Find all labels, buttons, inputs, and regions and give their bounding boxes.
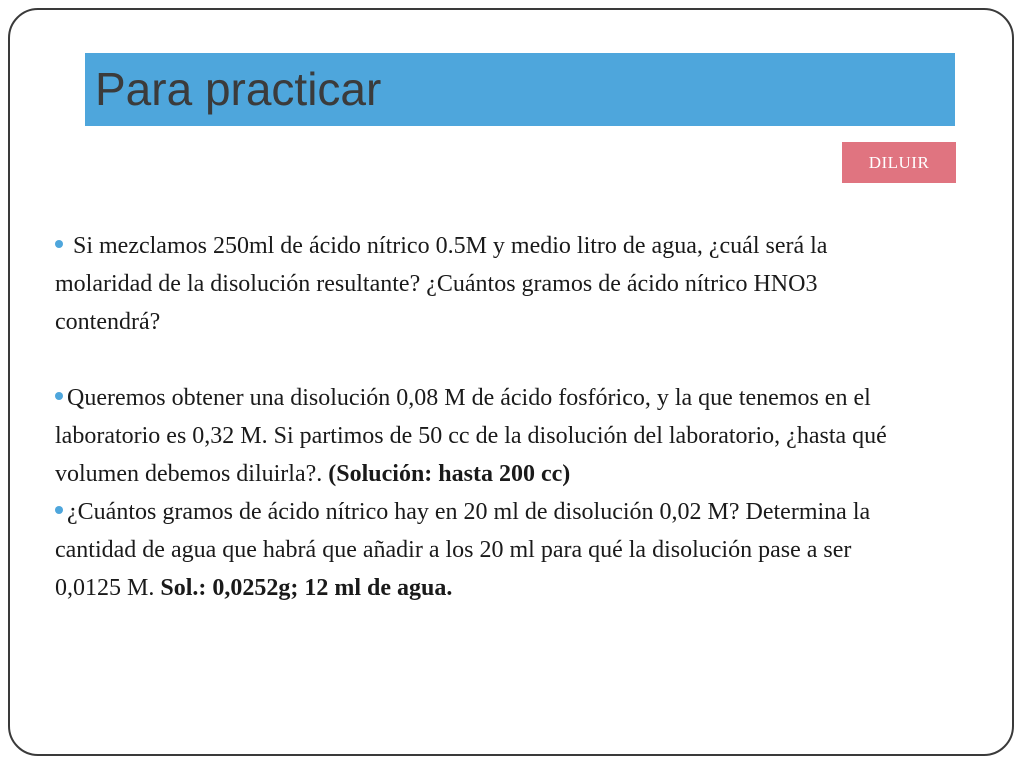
exercise-text-1: Si mezclamos 250ml de ácido nítrico 0.5M y medio litro de agua, ¿cuál será la molaridad de la disolución resultante? ¿Cuántos gramos de ácido nítrico HNO3 contendrá? xyxy=(55,233,828,335)
slide-body xyxy=(55,227,915,607)
exercise-item-3 xyxy=(55,493,915,607)
topic-tag: DILUIR xyxy=(842,142,956,183)
exercise-solution-2: (Solución: hasta 200 cc) xyxy=(328,461,571,487)
bullet-dot-icon xyxy=(55,240,63,248)
slide-title: Para practicar xyxy=(95,63,382,115)
bullet-dot-icon xyxy=(55,392,63,400)
exercise-text-3: ¿Cuántos gramos de ácido nítrico hay en 20 ml de disolución 0,02 M? Determina la cantidad de agua que habrá que añadir a los 20 ml para qué la disolución pase a ser 0,0125 M. xyxy=(55,499,871,601)
title-bar xyxy=(85,53,955,126)
bullet-dot-icon xyxy=(55,506,63,514)
exercise-text-2: Queremos obtener una disolución 0,08 M de ácido fosfórico, y la que tenemos en el laboratorio es 0,32 M. Si partimos de 50 cc de la disolución del laboratorio, ¿hasta qué volumen debemos diluirla?. xyxy=(55,385,887,487)
exercise-item-2 xyxy=(55,379,915,493)
exercise-solution-3: Sol.: 0,0252g; 12 ml de agua. xyxy=(160,575,453,601)
exercise-item-1 xyxy=(55,227,915,341)
